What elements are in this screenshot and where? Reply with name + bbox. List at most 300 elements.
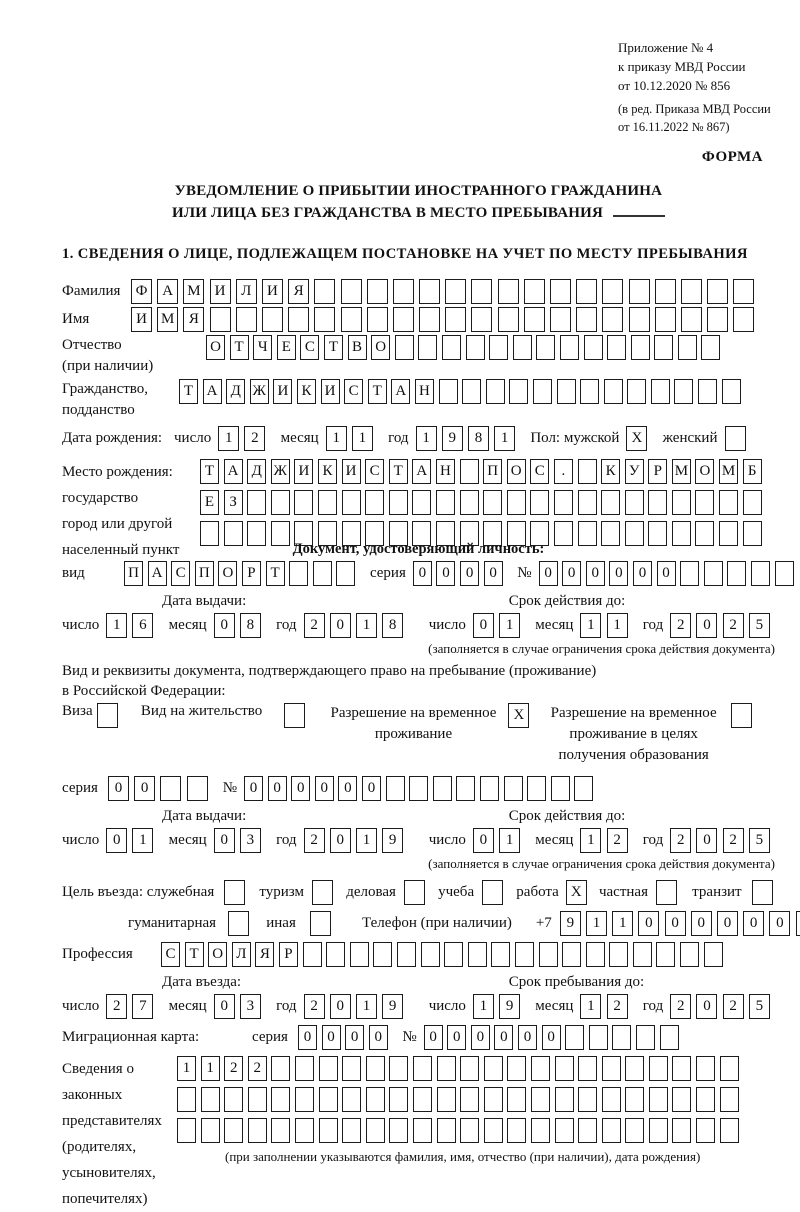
- visa-checkbox[interactable]: [97, 703, 118, 728]
- char-cell[interactable]: [201, 1087, 220, 1112]
- char-cell[interactable]: [507, 1118, 526, 1143]
- char-cell[interactable]: 2: [248, 1056, 267, 1081]
- char-cell[interactable]: [389, 490, 408, 515]
- char-cell[interactable]: Ж: [250, 379, 269, 404]
- char-cell[interactable]: [437, 1118, 456, 1143]
- char-cell[interactable]: 1: [356, 828, 377, 853]
- char-cell[interactable]: 9: [442, 426, 463, 451]
- char-cell[interactable]: [576, 307, 597, 332]
- char-cell[interactable]: [393, 279, 414, 304]
- char-cell[interactable]: 0: [108, 776, 129, 801]
- char-cell[interactable]: 0: [696, 994, 717, 1019]
- char-cell[interactable]: К: [318, 459, 337, 484]
- char-cell[interactable]: [271, 1118, 290, 1143]
- char-cell[interactable]: И: [294, 459, 313, 484]
- char-cell[interactable]: [342, 1087, 361, 1112]
- char-cell[interactable]: [557, 379, 576, 404]
- char-cell[interactable]: [601, 521, 620, 546]
- char-cell[interactable]: 0: [214, 994, 235, 1019]
- char-cell[interactable]: 0: [539, 561, 558, 586]
- char-cell[interactable]: 2: [607, 828, 628, 853]
- temp-edu-checkbox[interactable]: [731, 703, 752, 728]
- char-cell[interactable]: 0: [244, 776, 263, 801]
- char-cell[interactable]: 6: [132, 613, 153, 638]
- char-cell[interactable]: Л: [236, 279, 257, 304]
- char-cell[interactable]: 0: [134, 776, 155, 801]
- char-cell[interactable]: О: [371, 335, 390, 360]
- char-cell[interactable]: М: [672, 459, 691, 484]
- char-cell[interactable]: [707, 307, 728, 332]
- char-cell[interactable]: [504, 776, 523, 801]
- char-cell[interactable]: [584, 335, 603, 360]
- char-cell[interactable]: [289, 561, 308, 586]
- temp-residence-checkbox[interactable]: X: [508, 703, 529, 728]
- char-cell[interactable]: Т: [230, 335, 249, 360]
- char-cell[interactable]: 0: [362, 776, 381, 801]
- char-cell[interactable]: [678, 335, 697, 360]
- char-cell[interactable]: З: [224, 490, 243, 515]
- char-cell[interactable]: 8: [382, 613, 403, 638]
- char-cell[interactable]: [413, 1056, 432, 1081]
- char-cell[interactable]: [444, 942, 463, 967]
- char-cell[interactable]: 2: [106, 994, 127, 1019]
- char-cell[interactable]: 2: [244, 426, 265, 451]
- purpose-other-checkbox[interactable]: [310, 911, 331, 936]
- char-cell[interactable]: [524, 279, 545, 304]
- char-cell[interactable]: 0: [638, 911, 659, 936]
- char-cell[interactable]: [436, 490, 455, 515]
- char-cell[interactable]: [319, 1087, 338, 1112]
- char-cell[interactable]: 0: [518, 1025, 537, 1050]
- char-cell[interactable]: [460, 1118, 479, 1143]
- char-cell[interactable]: И: [210, 279, 231, 304]
- char-cell[interactable]: [539, 942, 558, 967]
- char-cell[interactable]: [602, 1118, 621, 1143]
- char-cell[interactable]: С: [365, 459, 384, 484]
- char-cell[interactable]: [602, 279, 623, 304]
- char-cell[interactable]: И: [273, 379, 292, 404]
- char-cell[interactable]: 0: [345, 1025, 364, 1050]
- char-cell[interactable]: Я: [288, 279, 309, 304]
- char-cell[interactable]: [445, 279, 466, 304]
- char-cell[interactable]: [796, 911, 800, 936]
- char-cell[interactable]: [498, 279, 519, 304]
- char-cell[interactable]: Д: [247, 459, 266, 484]
- char-cell[interactable]: [319, 1118, 338, 1143]
- char-cell[interactable]: [462, 379, 481, 404]
- char-cell[interactable]: [565, 1025, 584, 1050]
- char-cell[interactable]: [743, 490, 762, 515]
- char-cell[interactable]: [672, 1087, 691, 1112]
- char-cell[interactable]: 0: [413, 561, 432, 586]
- char-cell[interactable]: 0: [298, 1025, 317, 1050]
- char-cell[interactable]: [722, 379, 741, 404]
- char-cell[interactable]: 0: [494, 1025, 513, 1050]
- char-cell[interactable]: [531, 1056, 550, 1081]
- char-cell[interactable]: [550, 279, 571, 304]
- char-cell[interactable]: [437, 1056, 456, 1081]
- char-cell[interactable]: [484, 1118, 503, 1143]
- char-cell[interactable]: [719, 521, 738, 546]
- char-cell[interactable]: 2: [607, 994, 628, 1019]
- char-cell[interactable]: [498, 307, 519, 332]
- char-cell[interactable]: [303, 942, 322, 967]
- char-cell[interactable]: [574, 776, 593, 801]
- char-cell[interactable]: А: [157, 279, 178, 304]
- char-cell[interactable]: 0: [330, 994, 351, 1019]
- char-cell[interactable]: [555, 1056, 574, 1081]
- char-cell[interactable]: 0: [106, 828, 127, 853]
- char-cell[interactable]: 7: [132, 994, 153, 1019]
- char-cell[interactable]: [696, 1056, 715, 1081]
- char-cell[interactable]: [727, 561, 746, 586]
- char-cell[interactable]: М: [183, 279, 204, 304]
- char-cell[interactable]: [224, 521, 243, 546]
- purpose-tourism-checkbox[interactable]: [312, 880, 333, 905]
- char-cell[interactable]: [578, 1056, 597, 1081]
- char-cell[interactable]: [367, 307, 388, 332]
- char-cell[interactable]: [313, 561, 332, 586]
- char-cell[interactable]: [200, 521, 219, 546]
- char-cell[interactable]: [409, 776, 428, 801]
- char-cell[interactable]: [160, 776, 181, 801]
- char-cell[interactable]: [509, 379, 528, 404]
- char-cell[interactable]: [578, 459, 597, 484]
- char-cell[interactable]: И: [131, 307, 152, 332]
- char-cell[interactable]: Т: [266, 561, 285, 586]
- char-cell[interactable]: 0: [473, 828, 494, 853]
- char-cell[interactable]: [389, 1118, 408, 1143]
- char-cell[interactable]: [586, 942, 605, 967]
- char-cell[interactable]: Ч: [253, 335, 272, 360]
- char-cell[interactable]: В: [348, 335, 367, 360]
- char-cell[interactable]: [578, 1087, 597, 1112]
- char-cell[interactable]: [612, 1025, 631, 1050]
- char-cell[interactable]: Л: [232, 942, 251, 967]
- char-cell[interactable]: [656, 942, 675, 967]
- purpose-study-checkbox[interactable]: [482, 880, 503, 905]
- char-cell[interactable]: И: [342, 459, 361, 484]
- char-cell[interactable]: [695, 521, 714, 546]
- char-cell[interactable]: [366, 1118, 385, 1143]
- char-cell[interactable]: [672, 1056, 691, 1081]
- char-cell[interactable]: 1: [132, 828, 153, 853]
- purpose-humanitarian-checkbox[interactable]: [228, 911, 249, 936]
- char-cell[interactable]: [341, 279, 362, 304]
- char-cell[interactable]: П: [195, 561, 214, 586]
- char-cell[interactable]: [373, 942, 392, 967]
- char-cell[interactable]: [491, 942, 510, 967]
- purpose-business-checkbox[interactable]: [404, 880, 425, 905]
- char-cell[interactable]: [456, 776, 475, 801]
- char-cell[interactable]: [531, 1087, 550, 1112]
- char-cell[interactable]: Р: [279, 942, 298, 967]
- char-cell[interactable]: [271, 490, 290, 515]
- char-cell[interactable]: [704, 561, 723, 586]
- char-cell[interactable]: 0: [586, 561, 605, 586]
- char-cell[interactable]: [655, 307, 676, 332]
- char-cell[interactable]: [445, 307, 466, 332]
- char-cell[interactable]: 0: [315, 776, 334, 801]
- char-cell[interactable]: 1: [326, 426, 347, 451]
- char-cell[interactable]: [386, 776, 405, 801]
- char-cell[interactable]: [680, 942, 699, 967]
- char-cell[interactable]: 8: [468, 426, 489, 451]
- char-cell[interactable]: [602, 1087, 621, 1112]
- char-cell[interactable]: Т: [368, 379, 387, 404]
- char-cell[interactable]: 0: [609, 561, 628, 586]
- char-cell[interactable]: .: [554, 459, 573, 484]
- char-cell[interactable]: [609, 942, 628, 967]
- char-cell[interactable]: 0: [769, 911, 790, 936]
- char-cell[interactable]: [625, 521, 644, 546]
- char-cell[interactable]: [655, 279, 676, 304]
- char-cell[interactable]: [201, 1118, 220, 1143]
- char-cell[interactable]: 0: [473, 613, 494, 638]
- char-cell[interactable]: [701, 335, 720, 360]
- char-cell[interactable]: 0: [322, 1025, 341, 1050]
- char-cell[interactable]: Ж: [271, 459, 290, 484]
- char-cell[interactable]: [578, 1118, 597, 1143]
- char-cell[interactable]: П: [124, 561, 143, 586]
- char-cell[interactable]: [733, 307, 754, 332]
- char-cell[interactable]: [555, 1087, 574, 1112]
- char-cell[interactable]: [696, 1087, 715, 1112]
- char-cell[interactable]: 0: [633, 561, 652, 586]
- char-cell[interactable]: Е: [200, 490, 219, 515]
- char-cell[interactable]: [636, 1025, 655, 1050]
- char-cell[interactable]: [625, 1056, 644, 1081]
- char-cell[interactable]: [720, 1118, 739, 1143]
- char-cell[interactable]: 0: [436, 561, 455, 586]
- char-cell[interactable]: 1: [356, 613, 377, 638]
- char-cell[interactable]: А: [203, 379, 222, 404]
- char-cell[interactable]: С: [171, 561, 190, 586]
- char-cell[interactable]: 0: [542, 1025, 561, 1050]
- char-cell[interactable]: [187, 776, 208, 801]
- char-cell[interactable]: [248, 1118, 267, 1143]
- char-cell[interactable]: Т: [179, 379, 198, 404]
- char-cell[interactable]: [672, 1118, 691, 1143]
- char-cell[interactable]: [533, 379, 552, 404]
- char-cell[interactable]: [695, 490, 714, 515]
- char-cell[interactable]: А: [224, 459, 243, 484]
- char-cell[interactable]: [419, 307, 440, 332]
- char-cell[interactable]: И: [262, 279, 283, 304]
- char-cell[interactable]: 0: [471, 1025, 490, 1050]
- char-cell[interactable]: [681, 279, 702, 304]
- char-cell[interactable]: [589, 1025, 608, 1050]
- purpose-work-checkbox[interactable]: X: [566, 880, 587, 905]
- char-cell[interactable]: [350, 942, 369, 967]
- char-cell[interactable]: [649, 1118, 668, 1143]
- char-cell[interactable]: 5: [749, 994, 770, 1019]
- char-cell[interactable]: 0: [447, 1025, 466, 1050]
- char-cell[interactable]: М: [719, 459, 738, 484]
- char-cell[interactable]: [271, 1087, 290, 1112]
- char-cell[interactable]: [421, 942, 440, 967]
- char-cell[interactable]: 1: [473, 994, 494, 1019]
- char-cell[interactable]: 1: [494, 426, 515, 451]
- char-cell[interactable]: 2: [670, 613, 691, 638]
- char-cell[interactable]: [314, 307, 335, 332]
- char-cell[interactable]: [471, 279, 492, 304]
- char-cell[interactable]: 0: [717, 911, 738, 936]
- char-cell[interactable]: 3: [240, 994, 261, 1019]
- char-cell[interactable]: 9: [560, 911, 581, 936]
- char-cell[interactable]: [654, 335, 673, 360]
- char-cell[interactable]: [550, 307, 571, 332]
- char-cell[interactable]: [578, 521, 597, 546]
- char-cell[interactable]: [460, 459, 479, 484]
- char-cell[interactable]: [681, 307, 702, 332]
- char-cell[interactable]: [262, 307, 283, 332]
- char-cell[interactable]: 2: [670, 828, 691, 853]
- char-cell[interactable]: [418, 335, 437, 360]
- char-cell[interactable]: [326, 942, 345, 967]
- char-cell[interactable]: С: [530, 459, 549, 484]
- char-cell[interactable]: [751, 561, 770, 586]
- char-cell[interactable]: [530, 490, 549, 515]
- char-cell[interactable]: 1: [580, 613, 601, 638]
- char-cell[interactable]: [412, 490, 431, 515]
- char-cell[interactable]: С: [300, 335, 319, 360]
- char-cell[interactable]: 2: [723, 828, 744, 853]
- purpose-transit-checkbox[interactable]: [752, 880, 773, 905]
- char-cell[interactable]: [672, 490, 691, 515]
- char-cell[interactable]: [531, 1118, 550, 1143]
- char-cell[interactable]: 0: [696, 613, 717, 638]
- char-cell[interactable]: [471, 307, 492, 332]
- char-cell[interactable]: 0: [657, 561, 676, 586]
- char-cell[interactable]: [319, 1056, 338, 1081]
- char-cell[interactable]: [648, 490, 667, 515]
- char-cell[interactable]: [580, 379, 599, 404]
- char-cell[interactable]: 1: [106, 613, 127, 638]
- char-cell[interactable]: [601, 490, 620, 515]
- char-cell[interactable]: [507, 490, 526, 515]
- char-cell[interactable]: [442, 335, 461, 360]
- char-cell[interactable]: [484, 1087, 503, 1112]
- char-cell[interactable]: О: [206, 335, 225, 360]
- char-cell[interactable]: [607, 335, 626, 360]
- purpose-official-checkbox[interactable]: [224, 880, 245, 905]
- residence-permit-checkbox[interactable]: [284, 703, 305, 728]
- char-cell[interactable]: [397, 942, 416, 967]
- char-cell[interactable]: [177, 1118, 196, 1143]
- char-cell[interactable]: А: [391, 379, 410, 404]
- char-cell[interactable]: 0: [696, 828, 717, 853]
- char-cell[interactable]: 0: [460, 561, 479, 586]
- char-cell[interactable]: Т: [389, 459, 408, 484]
- char-cell[interactable]: [210, 307, 231, 332]
- char-cell[interactable]: [393, 307, 414, 332]
- char-cell[interactable]: 2: [304, 994, 325, 1019]
- char-cell[interactable]: [602, 307, 623, 332]
- char-cell[interactable]: 1: [612, 911, 633, 936]
- char-cell[interactable]: [562, 942, 581, 967]
- char-cell[interactable]: 1: [580, 828, 601, 853]
- char-cell[interactable]: Б: [743, 459, 762, 484]
- char-cell[interactable]: [484, 1056, 503, 1081]
- char-cell[interactable]: [433, 776, 452, 801]
- char-cell[interactable]: [704, 942, 723, 967]
- char-cell[interactable]: [629, 279, 650, 304]
- char-cell[interactable]: 1: [499, 828, 520, 853]
- char-cell[interactable]: О: [507, 459, 526, 484]
- char-cell[interactable]: [507, 1056, 526, 1081]
- char-cell[interactable]: [743, 521, 762, 546]
- char-cell[interactable]: 8: [240, 613, 261, 638]
- char-cell[interactable]: 1: [352, 426, 373, 451]
- char-cell[interactable]: Я: [255, 942, 274, 967]
- char-cell[interactable]: [419, 279, 440, 304]
- char-cell[interactable]: [604, 379, 623, 404]
- char-cell[interactable]: [271, 1056, 290, 1081]
- char-cell[interactable]: [515, 942, 534, 967]
- char-cell[interactable]: [625, 490, 644, 515]
- char-cell[interactable]: Ф: [131, 279, 152, 304]
- char-cell[interactable]: [413, 1118, 432, 1143]
- char-cell[interactable]: 1: [499, 613, 520, 638]
- char-cell[interactable]: 0: [330, 613, 351, 638]
- char-cell[interactable]: [680, 561, 699, 586]
- char-cell[interactable]: [336, 561, 355, 586]
- char-cell[interactable]: 2: [304, 828, 325, 853]
- char-cell[interactable]: 1: [580, 994, 601, 1019]
- char-cell[interactable]: 0: [665, 911, 686, 936]
- char-cell[interactable]: 9: [382, 828, 403, 853]
- char-cell[interactable]: 0: [268, 776, 287, 801]
- char-cell[interactable]: [720, 1056, 739, 1081]
- char-cell[interactable]: [342, 490, 361, 515]
- char-cell[interactable]: 0: [330, 828, 351, 853]
- char-cell[interactable]: [660, 1025, 679, 1050]
- char-cell[interactable]: [342, 1056, 361, 1081]
- char-cell[interactable]: [649, 1056, 668, 1081]
- char-cell[interactable]: 2: [723, 994, 744, 1019]
- char-cell[interactable]: О: [218, 561, 237, 586]
- char-cell[interactable]: 2: [670, 994, 691, 1019]
- char-cell[interactable]: [625, 1087, 644, 1112]
- char-cell[interactable]: [651, 379, 670, 404]
- char-cell[interactable]: [466, 335, 485, 360]
- char-cell[interactable]: 5: [749, 613, 770, 638]
- char-cell[interactable]: [554, 521, 573, 546]
- char-cell[interactable]: Т: [200, 459, 219, 484]
- char-cell[interactable]: [295, 1118, 314, 1143]
- char-cell[interactable]: [719, 490, 738, 515]
- char-cell[interactable]: [483, 490, 502, 515]
- char-cell[interactable]: [341, 307, 362, 332]
- char-cell[interactable]: 1: [416, 426, 437, 451]
- char-cell[interactable]: 1: [201, 1056, 220, 1081]
- char-cell[interactable]: [513, 335, 532, 360]
- char-cell[interactable]: [696, 1118, 715, 1143]
- char-cell[interactable]: [674, 379, 693, 404]
- char-cell[interactable]: К: [297, 379, 316, 404]
- char-cell[interactable]: [625, 1118, 644, 1143]
- char-cell[interactable]: [395, 335, 414, 360]
- char-cell[interactable]: [576, 279, 597, 304]
- char-cell[interactable]: [524, 307, 545, 332]
- char-cell[interactable]: [460, 490, 479, 515]
- char-cell[interactable]: [536, 335, 555, 360]
- char-cell[interactable]: [389, 1056, 408, 1081]
- char-cell[interactable]: [629, 307, 650, 332]
- char-cell[interactable]: [480, 776, 499, 801]
- char-cell[interactable]: А: [412, 459, 431, 484]
